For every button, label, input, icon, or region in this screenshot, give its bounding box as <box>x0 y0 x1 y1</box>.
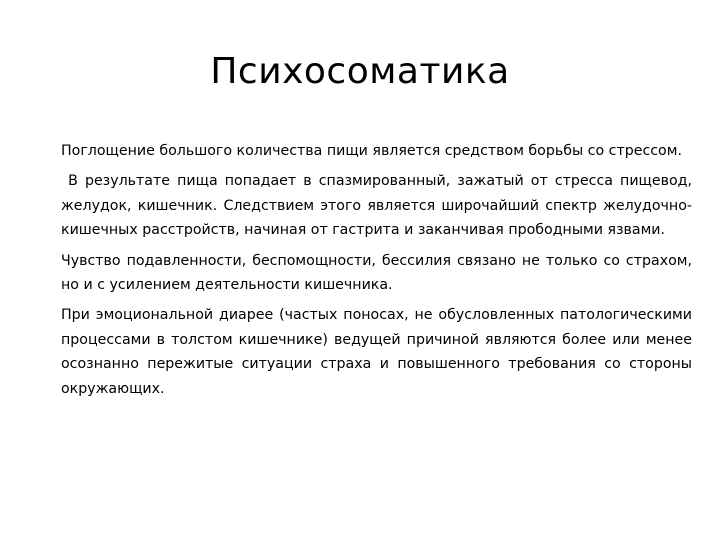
paragraph-1: Поглощение большого количества пищи является средством борьбы со стрессом. <box>61 143 682 159</box>
slide-body <box>61 139 697 407</box>
paragraph-3: Чувство подавленности, беспомощности, бессилия связано не только со страхом, но и с усилением деятельности кишечника. <box>61 252 692 294</box>
slide-title: Психосоматика <box>210 51 510 92</box>
paragraph-4: При эмоциональной диарее (частых поносах, не обусловленных патологическими процессами в толстом кишечнике) ведущей причиной являются более или менее осознанно пережитые ситуации страха и повышенного требования со стороны окружающих. <box>61 307 692 397</box>
paragraph-2: В результате пища попадает в спазмированный, зажатый от стресса пищевод, желудок, кишечник. Следствием этого является широчайший спектр желудочно-кишечных расстройств, начиная от гастрита и заканчивая прободными язвами. <box>61 173 697 239</box>
